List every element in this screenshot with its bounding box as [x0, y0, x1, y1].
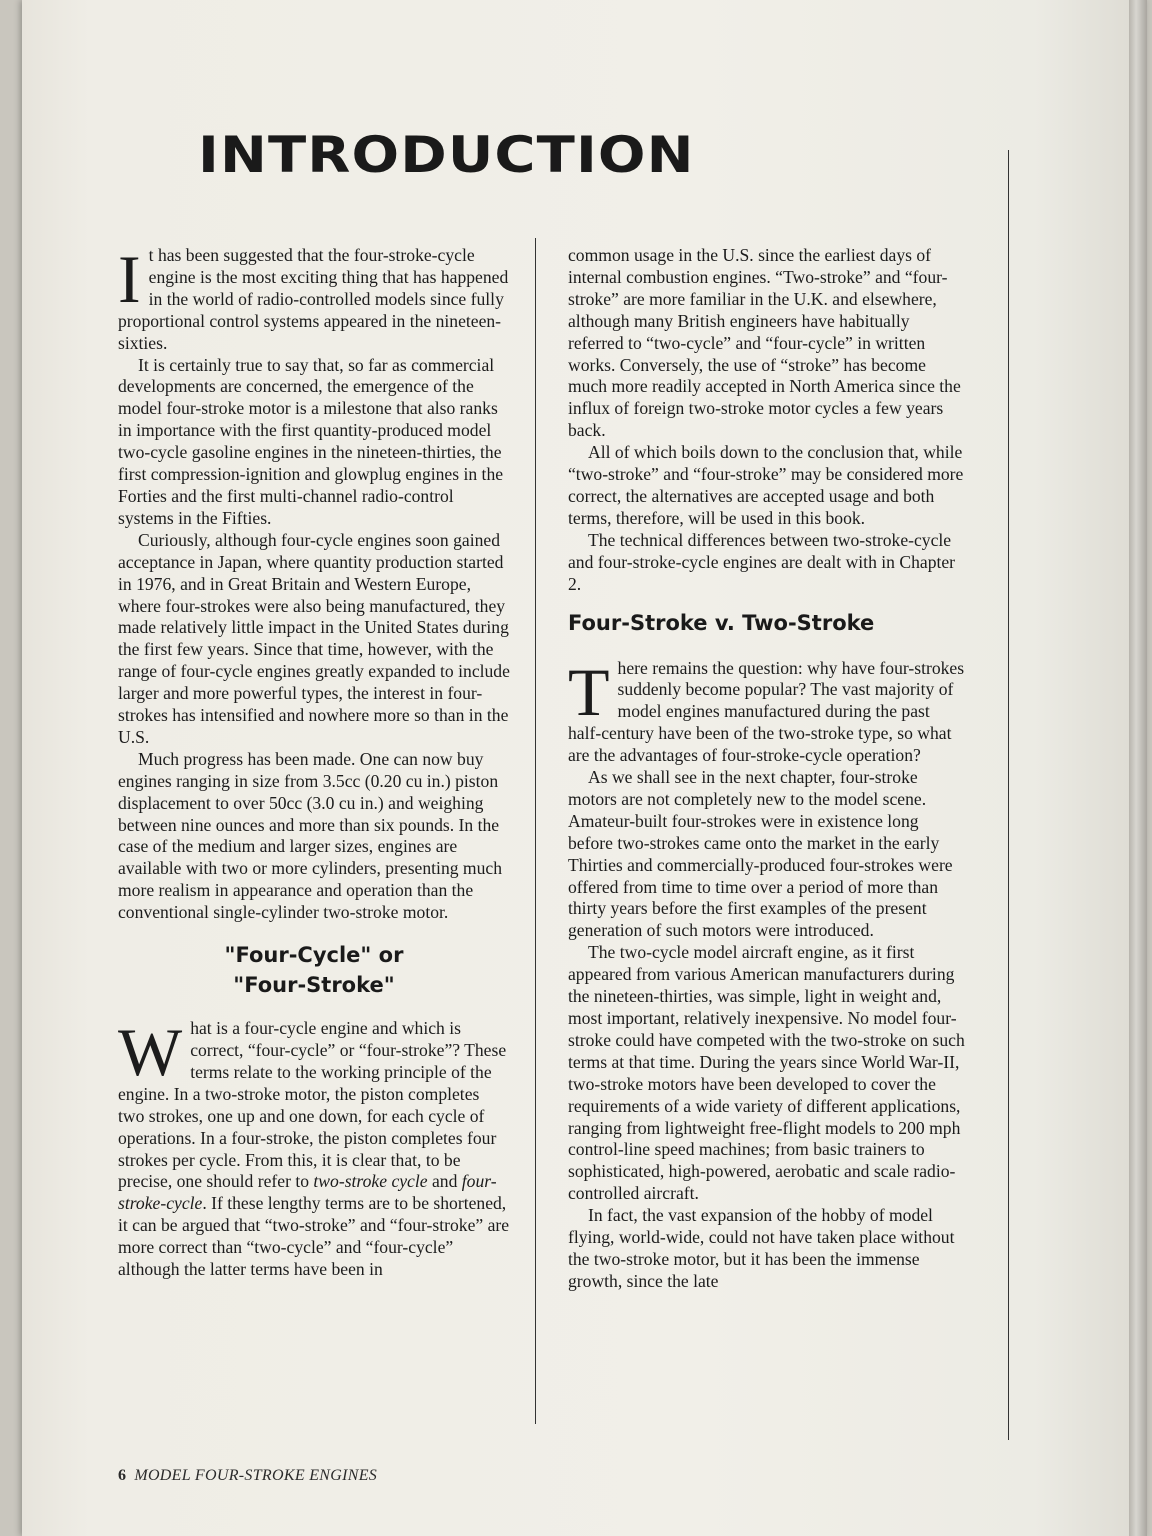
book-page [22, 0, 1147, 1536]
section-heading: Four-Stroke v. Two-Stroke [568, 610, 875, 635]
page-title: INTRODUCTION [198, 126, 695, 184]
drop-cap: I [118, 241, 141, 317]
paragraph-text: t has been suggested that the four-stroke-cycle engine is the most exciting thing that has happened in the world of radio-controlled models since fully proportional control systems appeared in the nineteen-sixties. [118, 245, 509, 353]
paragraph: As we shall see in the next chapter, four-stroke motors are not completely new to the model scene. Amateur-built four-strokes were in existence long before two-strokes came onto the market in the early Thirties and commercially-produced four-strokes were offered from time to time over a period of more than thirty years before the first examples of the present generation of such motors were introduced. [568, 767, 953, 941]
paragraph-text: . If these lengthy terms are to be shortened, it can be argued that “two-stroke” and “four-stroke” are more correct than “two-cycle” and “four-cycle” although the latter terms have been in [118, 1193, 510, 1280]
page-footer [118, 1467, 377, 1485]
left-column [118, 241, 510, 1281]
running-title: MODEL FOUR-STROKE ENGINES [134, 1467, 378, 1484]
paragraph [568, 653, 965, 768]
paragraph: The technical differences between two-stroke-cycle and four-stroke-cycle engines are dealt with in Chapter 2. [568, 529, 956, 594]
paragraph-text: hat is a four-cycle engine and which is correct, “four-cycle” or “four-stroke”? These terms relate to the working principle of the engine. In a two-stroke motor, the piston completes two strokes, one up and one down, for each cycle of operations. In a four-stroke, the piston completes four strokes per cycle. From this, it is clear that, to be precise, one should refer to [118, 1018, 507, 1192]
section-heading-line: "Four-Cycle" or [224, 943, 404, 968]
page-edge [1129, 0, 1147, 1536]
paragraph: common usage in the U.S. since the earliest days of internal combustion engines. “Two-stroke” and “four-stroke” are more familiar in the U.K. and elsewhere, although many British engineers have habitually referred to “two-cycle” and “four-cycle” in written works. Conversely, the use of “stroke” has become much more readily accepted in North America since the influx of foreign two-stroke motor cycles a few years back. [568, 245, 961, 441]
section-heading-line: "Four-Stroke" [233, 973, 395, 998]
paragraph: The two-cycle model aircraft engine, as it first appeared from various American manufacturers during the nineteen-thirties, was simple, light in weight and, most important, relatively inexpensive. No model four-stroke could have competed with the two-stroke on such terms at that time. During the years since World War-II, two-stroke motors have been developed to cover the requirements of a wide variety of different applications, ranging from lightweight free-flight models to 200 mph control-line speed machines; from basic trainers to sophisticated, high-powered, aerobatic and scale radio-controlled aircraft. [568, 942, 965, 1204]
drop-cap: T [568, 653, 610, 730]
paragraph [118, 241, 510, 355]
paragraph-text: here remains the question: why have four-strokes suddenly become popular? The vast majority of model engines manufactured during the past half-century have been of the two-stroke type, so what are the advantages of four-stroke-cycle operation? [568, 657, 965, 766]
paragraph: Curiously, although four-cycle engines soon gained acceptance in Japan, where quantity production started in 1976, and in Great Britain and Western Europe, where four-strokes were also being manufactured, they made relatively little impact in the United States during the first few years. Since that time, however, with the range of four-cycle engines greatly expanded to include larger and more powerful types, the interest in four-strokes has intensified and nowhere more so than in the U.S. [118, 529, 510, 747]
paragraph: It is certainly true to say that, so far as commercial developments are concerned, the emergence of the model four-stroke motor is a milestone that also ranks in importance with the first quantity-produced model two-cycle gasoline engines in the nineteen-thirties, the first compression-ignition and glowplug engines in the Forties and the first multi-channel radio-control systems in the Fifties. [118, 354, 504, 528]
section-heading [118, 940, 510, 1000]
page-number: 6 [118, 1467, 127, 1484]
paragraph: Much progress has been made. One can now buy engines ranging in size from 3.5cc (0.20 cu in.) piston displacement to over 50cc (3.0 cu in.) and weighing between nine ounces and more than six pounds. In the case of the medium and larger sizes, engines are available with two or more cylinders, presenting much more realism in appearance and operation than the conventional single-cylinder two-stroke motor. [118, 748, 503, 923]
paragraph: All of which boils down to the conclusion that, while “two-stroke” and “four-stroke” may be considered more correct, the alternatives are accepted usage and both terms, therefore, will be used in this book. [568, 442, 964, 528]
column-divider [535, 238, 536, 1424]
paragraph [118, 1014, 510, 1281]
drop-cap: W [118, 1014, 183, 1091]
italic-term: four-stroke-cycle [118, 1171, 497, 1214]
italic-term: two-stroke cycle [313, 1171, 428, 1192]
right-margin-rule [1008, 150, 1009, 1440]
right-column [568, 245, 965, 1293]
paragraph-text: and [427, 1171, 462, 1192]
paragraph: In fact, the vast expansion of the hobby of model flying, world-wide, could not have taken place without the two-stroke motor, but it has been the immense growth, since the late [568, 1205, 955, 1291]
